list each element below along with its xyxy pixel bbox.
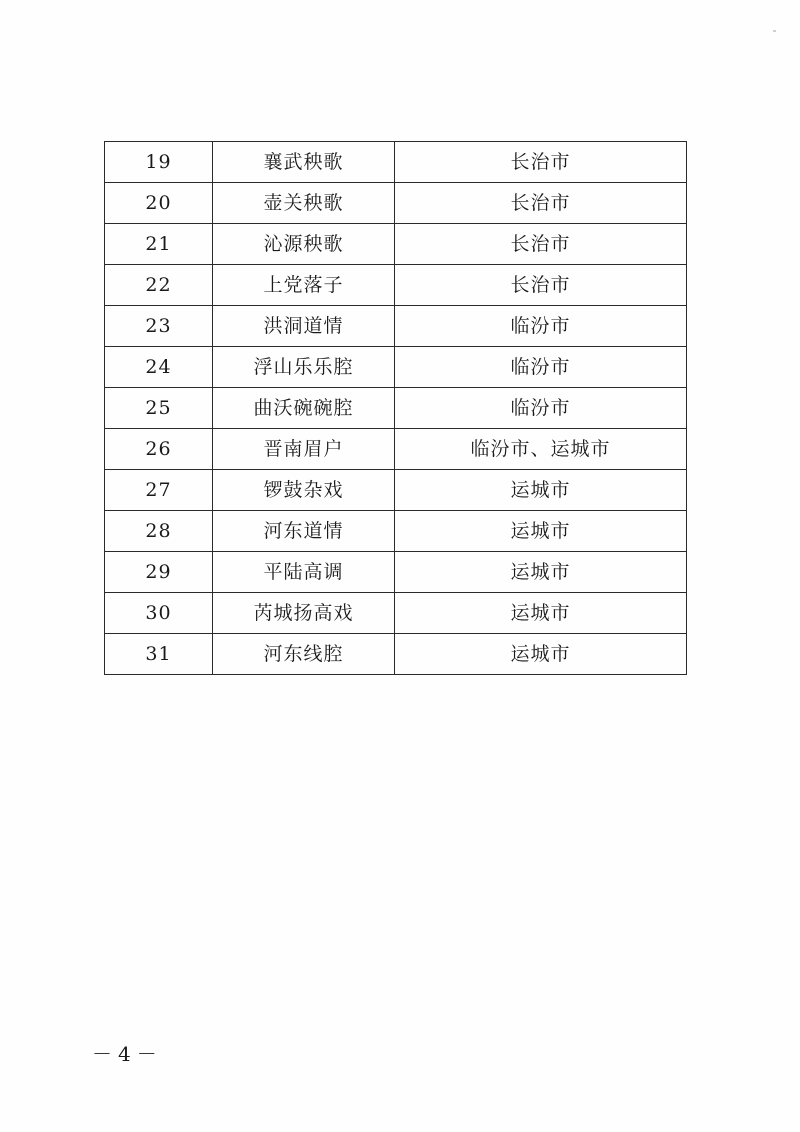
region: 运城市 xyxy=(395,511,687,552)
opera-name: 芮城扬高戏 xyxy=(213,593,395,634)
opera-name: 平陆高调 xyxy=(213,552,395,593)
page-number: －4－ xyxy=(92,1042,163,1066)
opera-name: 襄武秧歌 xyxy=(213,142,395,183)
scan-speck xyxy=(773,30,776,32)
table-row xyxy=(105,552,687,593)
opera-name: 沁源秧歌 xyxy=(213,224,395,265)
table-row xyxy=(105,511,687,552)
row-number: 23 xyxy=(105,306,213,347)
table-row xyxy=(105,224,687,265)
region: 运城市 xyxy=(395,593,687,634)
region: 运城市 xyxy=(395,470,687,511)
opera-name: 上党落子 xyxy=(213,265,395,306)
opera-name: 壶关秧歌 xyxy=(213,183,395,224)
region: 临汾市、运城市 xyxy=(395,429,687,470)
opera-name: 河东线腔 xyxy=(213,634,395,675)
table-row xyxy=(105,306,687,347)
opera-list-table xyxy=(104,141,687,675)
table-row xyxy=(105,347,687,388)
table-row xyxy=(105,634,687,675)
region: 运城市 xyxy=(395,552,687,593)
region: 长治市 xyxy=(395,183,687,224)
row-number: 20 xyxy=(105,183,213,224)
table-row xyxy=(105,429,687,470)
row-number: 29 xyxy=(105,552,213,593)
row-number: 31 xyxy=(105,634,213,675)
table-row xyxy=(105,142,687,183)
opera-name: 晋南眉户 xyxy=(213,429,395,470)
opera-name: 浮山乐乐腔 xyxy=(213,347,395,388)
row-number: 21 xyxy=(105,224,213,265)
row-number: 27 xyxy=(105,470,213,511)
opera-name: 河东道情 xyxy=(213,511,395,552)
row-number: 24 xyxy=(105,347,213,388)
region: 长治市 xyxy=(395,142,687,183)
row-number: 28 xyxy=(105,511,213,552)
region: 临汾市 xyxy=(395,388,687,429)
opera-name: 锣鼓杂戏 xyxy=(213,470,395,511)
region: 临汾市 xyxy=(395,347,687,388)
row-number: 19 xyxy=(105,142,213,183)
region: 长治市 xyxy=(395,265,687,306)
table-row xyxy=(105,593,687,634)
row-number: 26 xyxy=(105,429,213,470)
table-row xyxy=(105,470,687,511)
row-number: 30 xyxy=(105,593,213,634)
table-row xyxy=(105,265,687,306)
row-number: 25 xyxy=(105,388,213,429)
region: 运城市 xyxy=(395,634,687,675)
row-number: 22 xyxy=(105,265,213,306)
opera-name: 洪洞道情 xyxy=(213,306,395,347)
table-row xyxy=(105,183,687,224)
table-row xyxy=(105,388,687,429)
region: 长治市 xyxy=(395,224,687,265)
opera-name: 曲沃碗碗腔 xyxy=(213,388,395,429)
region: 临汾市 xyxy=(395,306,687,347)
